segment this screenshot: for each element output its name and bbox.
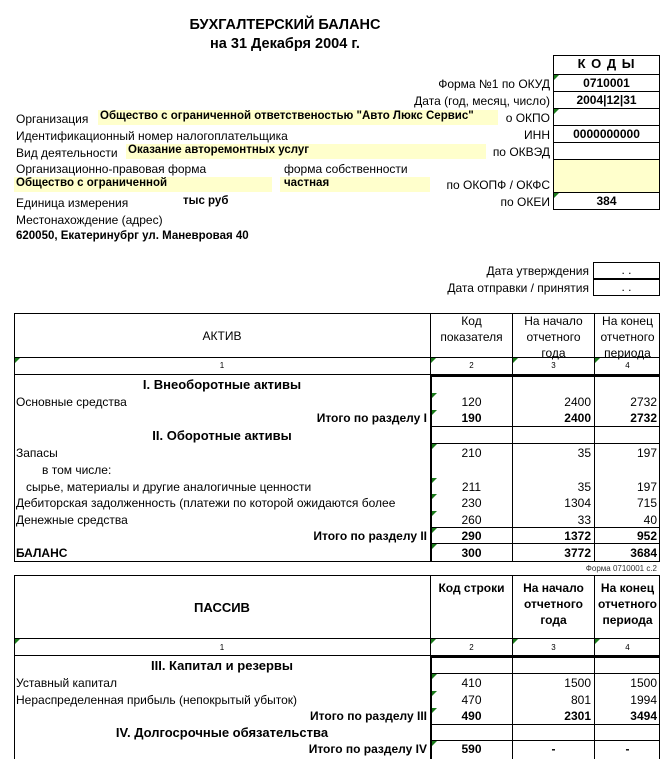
aktiv-section-1: I. Внеоборотные активы <box>142 377 302 392</box>
passiv-num-1: 1 <box>219 643 225 652</box>
sending-value: . . <box>621 280 632 294</box>
row-start: 1500 <box>564 676 591 690</box>
row-start: 35 <box>577 480 591 494</box>
row-name: Запасы <box>16 446 58 460</box>
row-start: 1304 <box>564 496 591 510</box>
row-name: Денежные средства <box>16 513 128 527</box>
inn-label: ИНН <box>524 128 550 142</box>
document-subtitle: на 31 Декабря 2004 г. <box>210 36 360 52</box>
row-name: сырье, материалы и другие аналогичные ценности <box>26 480 312 494</box>
ownership-label: форма собственности <box>284 162 408 176</box>
row-start: 35 <box>577 446 591 460</box>
row-code: 211 <box>461 480 482 494</box>
row-end: 40 <box>643 513 657 527</box>
passiv-num-3: 3 <box>551 643 556 652</box>
date-code: 2004|12|31 <box>576 93 637 107</box>
row-name: Нераспределенная прибыль (непокрытый убыток) <box>16 693 298 707</box>
date-label: Дата (год, месяц, число) <box>414 94 550 108</box>
document-title: БУХГАЛТЕРСКИЙ БАЛАНС <box>189 17 381 33</box>
passiv-col-code: Код строки <box>438 581 505 595</box>
row-name: в том числе: <box>42 463 112 477</box>
unit-label: Единица измерения <box>16 196 129 210</box>
row-code: 260 <box>461 513 482 527</box>
aktiv-num-1: 1 <box>219 361 225 370</box>
row-code: 410 <box>461 676 482 690</box>
row-name: Итого по разделу I <box>316 411 427 425</box>
row-code: 120 <box>461 395 482 409</box>
legal-form-label: Организационно-правовая форма <box>16 162 207 176</box>
aktiv-col-code: Код показателя <box>440 314 503 344</box>
row-name: Итого по разделу III <box>310 709 427 723</box>
passiv-num-4: 4 <box>625 643 630 652</box>
row-end: - <box>625 742 630 756</box>
row-name: Итого по разделу IV <box>308 742 427 756</box>
passiv-col-start: На начало отчетного года <box>523 581 584 627</box>
row-code: 190 <box>461 411 482 425</box>
row-code: 300 <box>461 546 482 560</box>
row-end: 3494 <box>630 709 657 723</box>
form-code: 0710001 <box>583 76 630 90</box>
passiv-col-end: На конец отчетного периода <box>597 581 657 627</box>
row-end: 197 <box>636 446 657 460</box>
row-name: Уставный капитал <box>16 676 117 690</box>
row-start: 2400 <box>564 411 591 425</box>
location-value: 620050, Екатеринубрг ул. Маневровая 40 <box>16 230 249 242</box>
org-label: Организация <box>16 112 89 126</box>
row-end: 952 <box>636 529 657 543</box>
org-value: Общество с ограниченной ответственостью "Авто Люкс Сервис" <box>100 110 474 122</box>
location-label: Местонахождение (адрес) <box>16 213 163 227</box>
row-start: 2400 <box>564 395 591 409</box>
passiv-section-3: III. Капитал и резервы <box>150 658 294 673</box>
row-code: 210 <box>461 446 482 460</box>
row-code: 490 <box>461 709 482 723</box>
passiv-col-title: ПАССИВ <box>194 600 250 615</box>
approval-value: . . <box>621 263 632 277</box>
passiv-section-4: IV. Долгосрочные обязательства <box>115 725 329 740</box>
aktiv-col-title: АКТИВ <box>202 329 242 343</box>
row-end: 2732 <box>630 411 657 425</box>
row-start: 1372 <box>564 529 591 543</box>
form-note: Форма 0710001 с.2 <box>585 564 657 573</box>
okopf-label: по ОКОПФ / ОКФС <box>446 178 550 192</box>
okei-code: 384 <box>596 194 617 208</box>
aktiv-col-start: На начало отчетного года <box>524 314 583 360</box>
approval-label: Дата утверждения <box>486 264 589 278</box>
row-start: - <box>551 742 556 756</box>
row-name: Основные средства <box>16 395 127 409</box>
unit-value: тыс руб <box>183 195 229 207</box>
row-end: 715 <box>636 496 657 510</box>
inn-code: 0000000000 <box>573 127 640 141</box>
aktiv-num-2: 2 <box>469 361 474 370</box>
row-start: 2301 <box>564 709 591 723</box>
row-end: 3684 <box>630 546 657 560</box>
inn-name-label: Идентификационный номер налогоплательщика <box>16 129 288 143</box>
legal-form-value: Общество с ограниченной <box>16 177 168 189</box>
form-label: Форма №1 по ОКУД <box>438 77 550 91</box>
row-code: 290 <box>461 529 482 543</box>
row-name: БАЛАНС <box>16 546 68 560</box>
row-end: 1500 <box>630 676 657 690</box>
row-start: 3772 <box>564 546 591 560</box>
row-name: Итого по разделу II <box>313 529 427 543</box>
row-end: 2732 <box>630 395 657 409</box>
row-code: 590 <box>461 742 482 756</box>
okei-label: по ОКЕИ <box>500 195 550 209</box>
aktiv-num-4: 4 <box>625 361 630 370</box>
aktiv-col-end: На конец отчетного периода <box>600 314 655 360</box>
sending-label: Дата отправки / принятия <box>447 281 589 295</box>
activity-value: Оказание авторемонтных услуг <box>128 144 310 156</box>
row-name: Дебиторская задолженность (платежи по которой ожидаются более <box>16 496 396 510</box>
row-code: 230 <box>461 496 482 510</box>
okved-label: по ОКВЭД <box>492 145 550 159</box>
row-end: 1994 <box>630 693 657 707</box>
row-code: 470 <box>461 693 482 707</box>
passiv-num-2: 2 <box>469 643 474 652</box>
row-start: 801 <box>570 693 591 707</box>
row-start: 33 <box>577 513 591 527</box>
codes-title: К О Д Ы <box>577 56 636 71</box>
row-end: 197 <box>636 480 657 494</box>
okpo-label: о ОКПО <box>505 111 550 125</box>
activity-label: Вид деятельности <box>16 146 118 160</box>
aktiv-section-2: II. Оборотные активы <box>152 428 292 443</box>
ownership-value: частная <box>284 177 330 189</box>
aktiv-num-3: 3 <box>551 361 556 370</box>
